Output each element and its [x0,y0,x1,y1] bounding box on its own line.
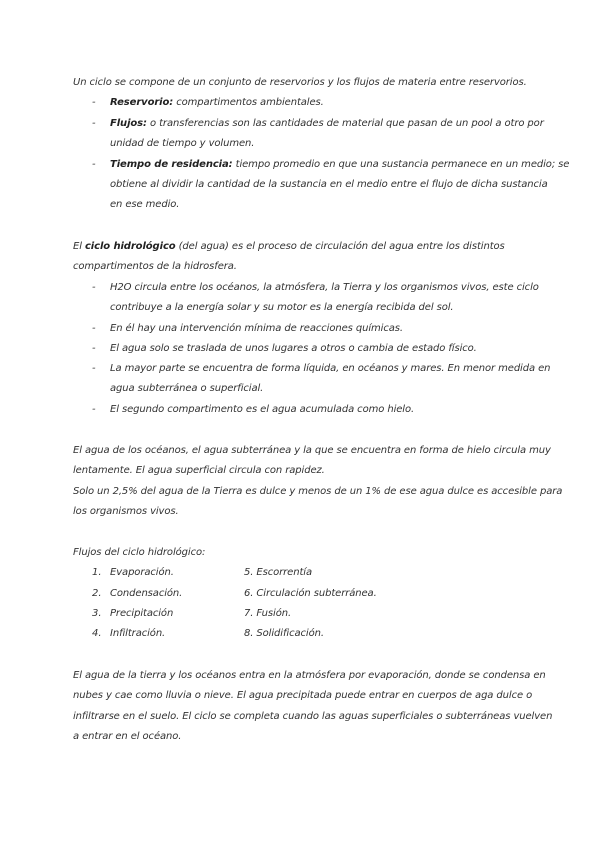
para3-line: El agua de la tierra y los océanos entra en la atmósfera por evaporación, donde se condensa en [73,670,546,681]
para2-line: lentamente. El agua superficial circula con rapidez. [73,465,325,476]
bullet-dash: - [92,97,96,108]
bullet-dash: - [92,363,96,374]
flow-number: 2. [92,588,102,599]
cycle-term: ciclo hidrológico [84,241,176,252]
para2-line: Solo un 2,5% del agua de la Tierra es dulce y menos de un 1% de ese agua dulce es accesible para [73,486,563,497]
bullet-dash: - [92,404,96,415]
cycle-post: (del agua) es el proceso de circulación del agua entre los distintos [175,241,505,252]
bullet-dash: - [92,282,96,293]
bullet-item: El segundo compartimento es el agua acumulada como hielo. [110,404,415,415]
def-flujos-cont: unidad de tiempo y volumen. [110,138,255,149]
para2-line: El agua de los océanos, el agua subterránea y la que se encuentra en forma de hielo circula muy [73,445,551,456]
para3-line: a entrar en el océano. [73,731,182,742]
def-term: Tiempo de residencia: [110,159,233,170]
bullet-item-cont: agua subterránea o superficial. [110,383,264,394]
flow-item: 7. Fusión. [244,608,292,619]
def-tiempo-cont: obtiene al dividir la cantidad de la sustancia en el medio entre el flujo de dicha sustancia [110,179,548,190]
intro-text: Un ciclo se compone de un conjunto de reservorios y los flujos de materia entre reservorios. [73,77,527,88]
flow-item: 5. Escorrentía [244,567,313,578]
cycle-line2: compartimentos de la hidrosfera. [73,261,237,272]
bullet-dash: - [92,323,96,334]
def-flujos [110,117,544,131]
flow-number: 4. [92,628,102,639]
bullet-item: El agua solo se traslada de unos lugares a otros o cambia de estado físico. [110,343,477,354]
bullet-dash: - [92,159,96,170]
def-text: o transferencias son las cantidades de material que pasan de un pool a otro por [146,118,544,129]
flow-item: Precipitación [110,608,174,619]
bullet-dash: - [92,118,96,129]
flow-item: 8. Solidificación. [244,628,324,639]
para3-line: infiltrarse en el suelo. El ciclo se completa cuando las aguas superficiales o subterráneas vuelven [73,711,553,722]
cycle-heading [73,240,505,254]
flow-item: Infiltración. [110,628,166,639]
cycle-pre: El [73,241,85,252]
flow-number: 1. [92,567,102,578]
def-term: Reservorio: [110,97,174,108]
bullet-dash: - [92,343,96,354]
flow-number: 3. [92,608,102,619]
flow-item: Condensación. [110,588,183,599]
def-text: compartimentos ambientales. [173,97,324,108]
bullet-item: La mayor parte se encuentra de forma líquida, en océanos y mares. En menor medida en [110,363,551,374]
def-tiempo [110,158,569,172]
def-term: Flujos: [110,118,147,129]
para2-line: los organismos vivos. [73,506,179,517]
bullet-item: H2O circula entre los océanos, la atmósfera, la Tierra y los organismos vivos, este ciclo [110,282,539,293]
def-text: tiempo promedio en que una sustancia permanece en un medio; se [232,159,570,170]
flow-item: Evaporación. [110,567,174,578]
para3-line: nubes y cae como lluvia o nieve. El agua precipitada puede entrar en cuerpos de aga dulce o [73,690,533,701]
def-tiempo-cont: en ese medio. [110,199,180,210]
flow-item: 6. Circulación subterránea. [244,588,377,599]
bullet-item: En él hay una intervención mínima de reacciones químicas. [110,323,403,334]
flows-title: Flujos del ciclo hidrológico: [73,547,206,558]
def-reservorio [110,96,324,110]
bullet-item-cont: contribuye a la energía solar y su motor es la energía recibida del sol. [110,302,454,313]
